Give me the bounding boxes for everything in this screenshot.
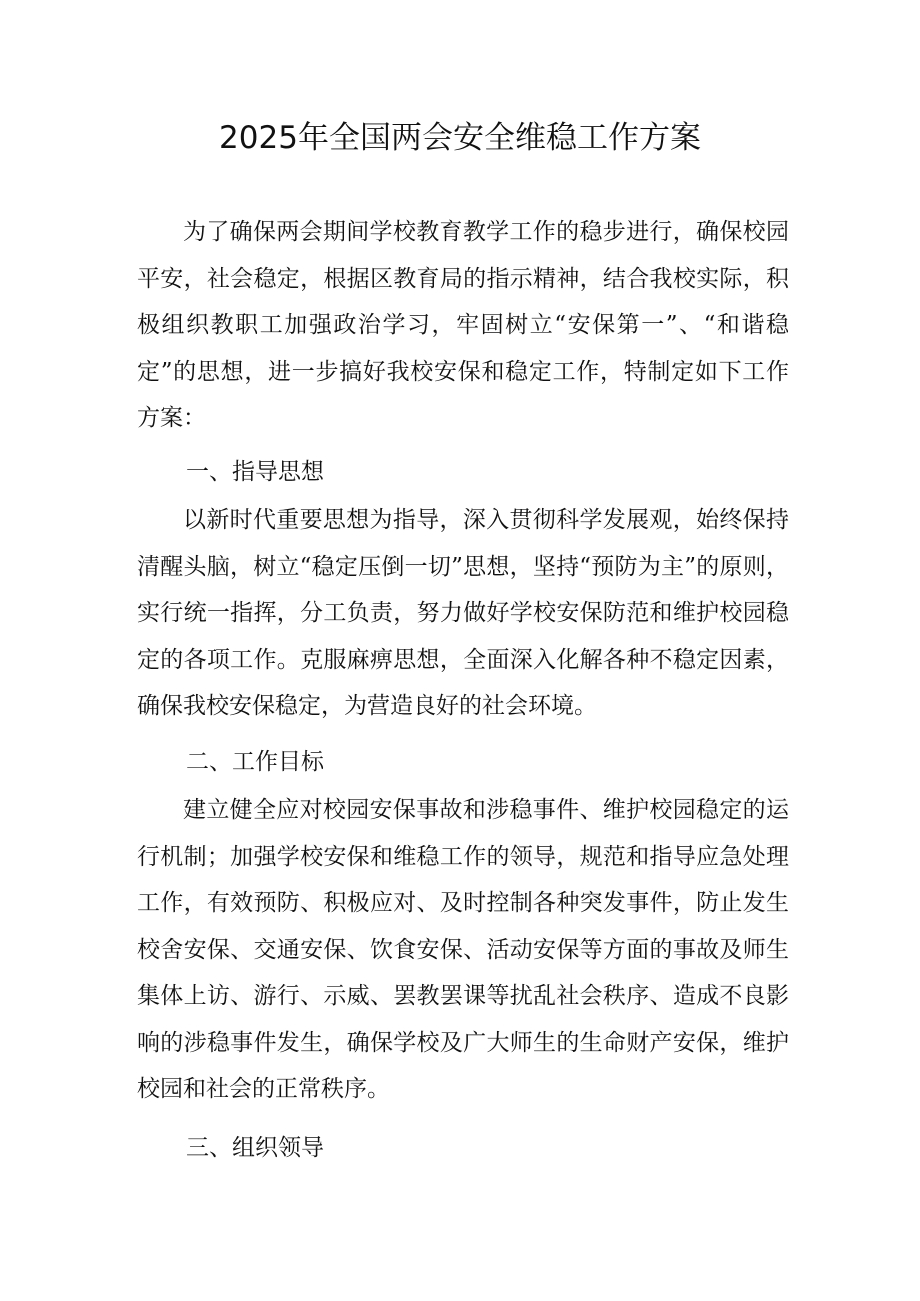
document-title: 2025年全国两会安全维稳工作方案 [219, 120, 701, 156]
section-body-work-goals: 建立健全应对校园安保事故和涉稳事件、维护校园稳定的运行机制；加强学校安保和维稳工作的领导，规范和指导应急处理工作，有效预防、积极应对、及时控制各种突发事件，防止发生校舍安保、交通安保、饮食安保、活动安保等方面的事故及师生集体上访、游行、示威、罢教罢课等扰乱社会秩序、造成不良影响的涉稳事件发生，确保学校及广大师生的生命财产安保，维护校园和社会的正常秩序。 [137, 797, 789, 1102]
intro-paragraph: 为了确保两会期间学校教育教学工作的稳步进行，确保校园平安，社会稳定，根据区教育局的指示精神，结合我校实际，积极组织教职工加强政治学习，牢固树立“安保第一”、“和谐稳定”的思想，进一步搞好我校安保和稳定工作，特制定如下工作方案： [137, 219, 789, 431]
section-body-guiding-ideology: 以新时代重要思想为指导，深入贯彻科学发展观，始终保持清醒头脑，树立“稳定压倒一切”思想，坚持“预防为主”的原则，实行统一指挥，分工负责，努力做好学校安保防范和维护校园稳定的各项工作。克服麻痹思想，全面深入化解各种不稳定因素，确保我校安保稳定，为营造良好的社会环境。 [137, 507, 789, 719]
section-heading-organization: 三、组织领导 [186, 1135, 324, 1161]
section-heading-work-goals: 二、工作目标 [186, 749, 324, 775]
section-heading-guiding-ideology: 一、指导思想 [186, 459, 324, 485]
